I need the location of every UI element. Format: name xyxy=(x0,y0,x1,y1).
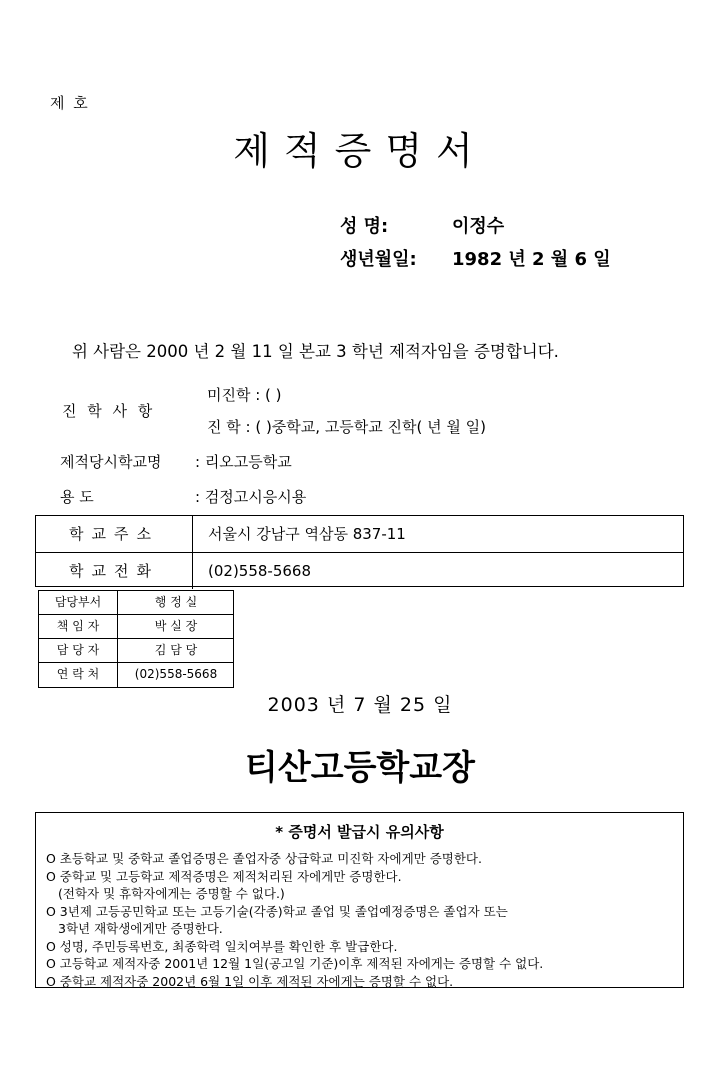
staff-value: 김 담 당 xyxy=(154,643,198,657)
staff-row-manager xyxy=(39,615,233,639)
name-row xyxy=(340,212,504,238)
certification-statement: 위 사람은 2000 년 2 월 11 일 본교 3 학년 제적자임을 증명합니다. xyxy=(72,342,559,361)
principal-signature: 티산고등학교장 xyxy=(245,748,475,788)
notes-title: * 증명서 발급시 유의사항 xyxy=(275,823,444,841)
staff-label: 담당부서 xyxy=(39,591,118,614)
address-value: 서울시 강남구 역삼동 837-11 xyxy=(208,525,406,543)
note-line: O 중학교 및 고등학교 제적증명은 제적처리된 자에게만 증명한다. xyxy=(46,868,402,884)
school-at-time-label: 제적당시학교명 xyxy=(60,453,162,471)
note-line: O 3년제 고등공민학교 또는 고등기술(각종)학교 졸업 및 졸업예정증명은 졸업자 또는 xyxy=(46,903,508,919)
school-at-time-value: : 리오고등학교 xyxy=(195,453,292,471)
purpose-label: 용 도 xyxy=(60,488,94,506)
note-line: O 고등학교 제적자중 2001년 12월 1일(공고일 기준)이후 제적된 자에게는 증명할 수 없다. xyxy=(46,956,544,971)
staff-label: 책 임 자 xyxy=(39,615,118,638)
purpose-value: : 검정고시응시용 xyxy=(195,488,307,506)
name-label: 성 명: xyxy=(340,216,389,237)
staff-value: (02)558-5668 xyxy=(134,667,218,681)
name-value: 이정수 xyxy=(452,216,505,237)
document-number-label: 제 호 xyxy=(50,94,90,112)
phone-value: (02)558-5668 xyxy=(208,562,312,580)
address-label: 학교주소 xyxy=(36,516,193,552)
not-advanced-text: 미진학 : ( ) xyxy=(207,386,282,404)
staff-label: 담 당 자 xyxy=(39,639,118,662)
staff-value: 박 실 장 xyxy=(154,619,198,633)
advanced-text: 진 학 : ( )중학교, 고등학교 진학( 년 월 일) xyxy=(207,418,487,436)
staff-row-contact xyxy=(39,663,233,687)
birth-value: 1982 년 2 월 6 일 xyxy=(452,249,611,270)
page-title: 제적증명서 xyxy=(233,129,487,173)
note-line: O 초등학교 및 중학교 졸업증명은 졸업자중 상급학교 미진학 자에게만 증명한다. xyxy=(46,851,482,866)
staff-value: 행 정 실 xyxy=(154,595,198,609)
note-line: 3학년 재학생에게만 증명한다. xyxy=(58,921,223,936)
birth-row xyxy=(340,245,611,271)
staff-table xyxy=(38,590,234,688)
staff-label: 연 락 처 xyxy=(39,663,118,687)
note-line: O 중학교 제적자중 2002년 6월 1일 이후 제적된 자에게는 증명할 수 없다. xyxy=(46,973,454,989)
school-info-table xyxy=(35,515,684,587)
phone-label: 학교전화 xyxy=(36,553,193,589)
note-line: O 성명, 주민등록번호, 최종학력 일치여부를 확인한 후 발급한다. xyxy=(46,938,398,954)
staff-row-department xyxy=(39,591,233,615)
staff-row-clerk xyxy=(39,639,233,663)
issue-date: 2003 년 7 월 25 일 xyxy=(267,694,453,716)
phone-row xyxy=(36,552,683,589)
address-row xyxy=(36,516,683,552)
note-line: (전학자 및 휴학자에게는 증명할 수 없다.) xyxy=(58,886,285,901)
birth-label: 생년월일: xyxy=(340,249,417,270)
advance-label: 진 학 사 항 xyxy=(62,402,156,420)
notes-box xyxy=(35,812,684,988)
